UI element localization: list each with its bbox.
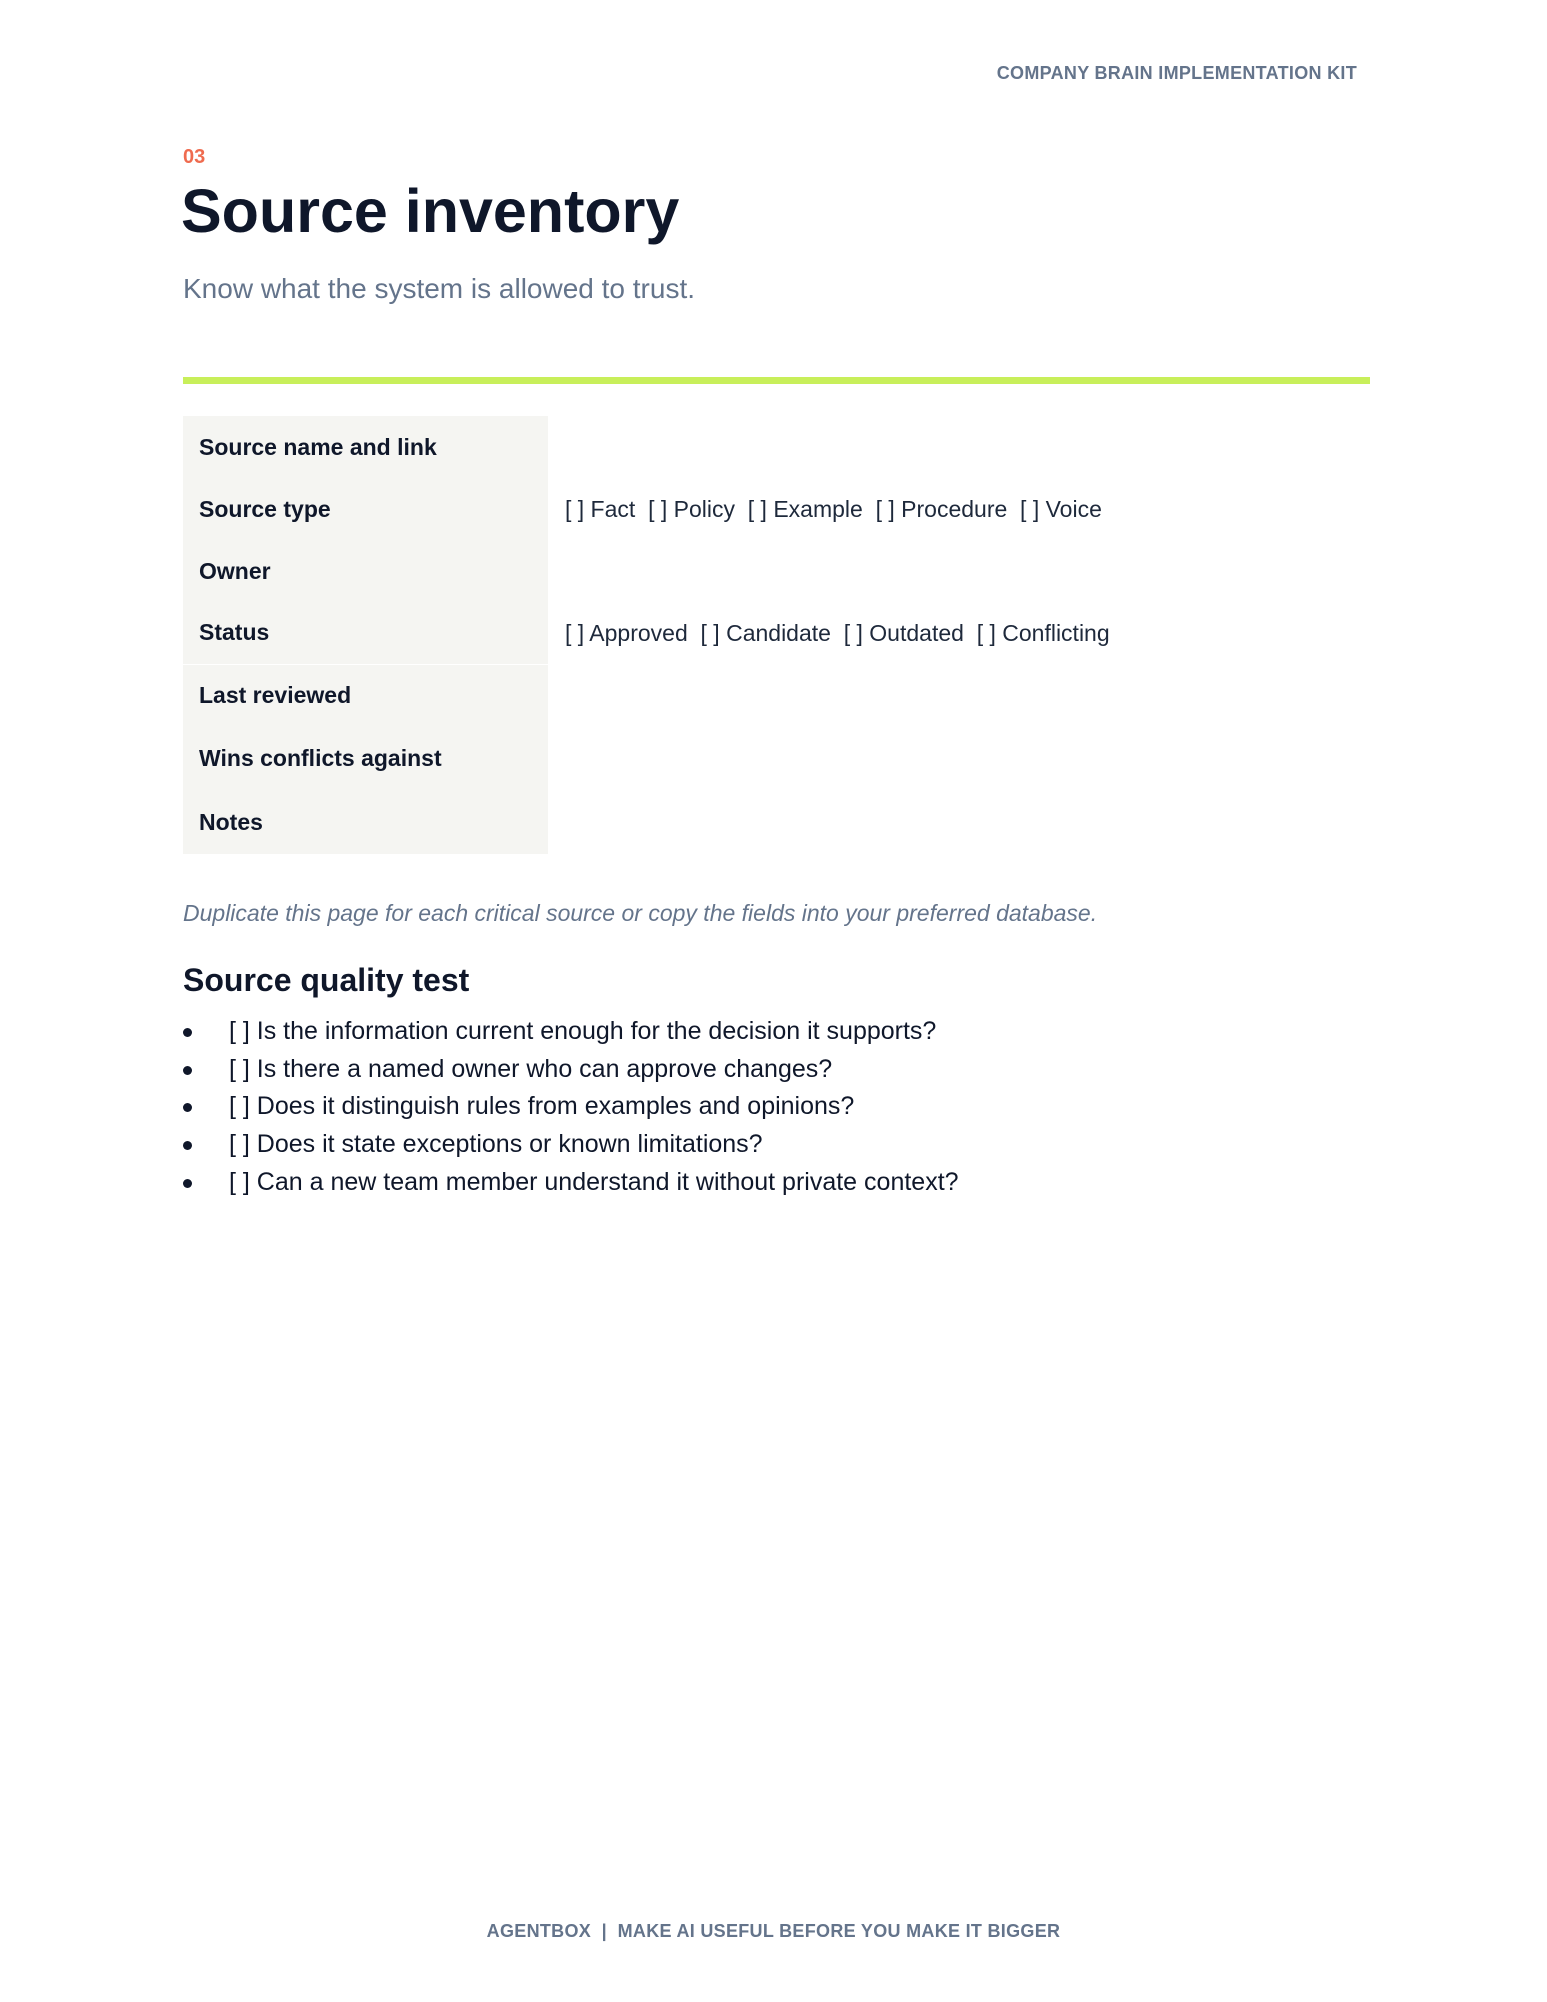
field-label: Last reviewed [183, 664, 548, 726]
field-row-notes [183, 790, 1370, 854]
kit-title: COMPANY BRAIN IMPLEMENTATION KIT [996, 63, 1357, 83]
field-value [548, 790, 1370, 854]
field-value: [ ] Fact [ ] Policy [ ] Example [ ] Procedure [ ] Voice [565, 495, 1102, 522]
field-row-last-reviewed [183, 664, 1370, 726]
page-subtitle: Know what the system is allowed to trust. [183, 273, 695, 304]
field-row-wins-conflicts [183, 726, 1370, 790]
section-number: 03 [183, 146, 206, 168]
quality-test-list [183, 1013, 959, 1202]
page-footer: AGENTBOX | MAKE AI USEFUL BEFORE YOU MAKE IT BIGGER [486, 1921, 1061, 1941]
field-label: Source name and link [183, 416, 548, 478]
list-item [183, 1164, 959, 1202]
bullet-icon [183, 1141, 192, 1150]
field-value [548, 726, 1370, 790]
list-item-text: [ ] Is the information current enough for the decision it supports? [229, 1017, 937, 1045]
bullet-icon [183, 1103, 192, 1112]
page-title: Source inventory [181, 177, 680, 245]
field-row-source-name [183, 416, 1370, 478]
field-value [548, 416, 1370, 478]
source-fields-table [183, 416, 1370, 854]
list-item-text: [ ] Is there a named owner who can approve changes? [229, 1054, 833, 1083]
field-row-source-type [183, 478, 1370, 540]
field-label: Owner [183, 540, 548, 602]
list-item-text: [ ] Can a new team member understand it without private context? [229, 1167, 959, 1196]
list-item-text: [ ] Does it distinguish rules from examples and opinions? [229, 1092, 855, 1121]
field-value [548, 540, 1370, 602]
field-value: [ ] Approved [ ] Candidate [ ] Outdated [ ] Conflicting [565, 619, 1110, 646]
list-item [183, 1126, 959, 1164]
accent-divider [183, 377, 1370, 384]
field-label: Source type [183, 478, 548, 540]
list-item-text: [ ] Does it state exceptions or known limitations? [229, 1130, 763, 1159]
bullet-icon [183, 1028, 192, 1037]
quality-test-heading: Source quality test [183, 962, 470, 998]
field-label: Wins conflicts against [183, 726, 548, 790]
bullet-icon [183, 1066, 192, 1075]
bullet-icon [183, 1179, 192, 1188]
list-item [183, 1088, 959, 1126]
list-item [183, 1013, 959, 1051]
field-label: Notes [183, 790, 548, 854]
duplicate-note: Duplicate this page for each critical source or copy the fields into your preferred database. [183, 900, 1098, 926]
field-label: Status [183, 602, 548, 664]
field-row-status [183, 602, 1370, 664]
list-item [183, 1051, 959, 1089]
field-value [548, 664, 1370, 726]
field-row-owner [183, 540, 1370, 602]
